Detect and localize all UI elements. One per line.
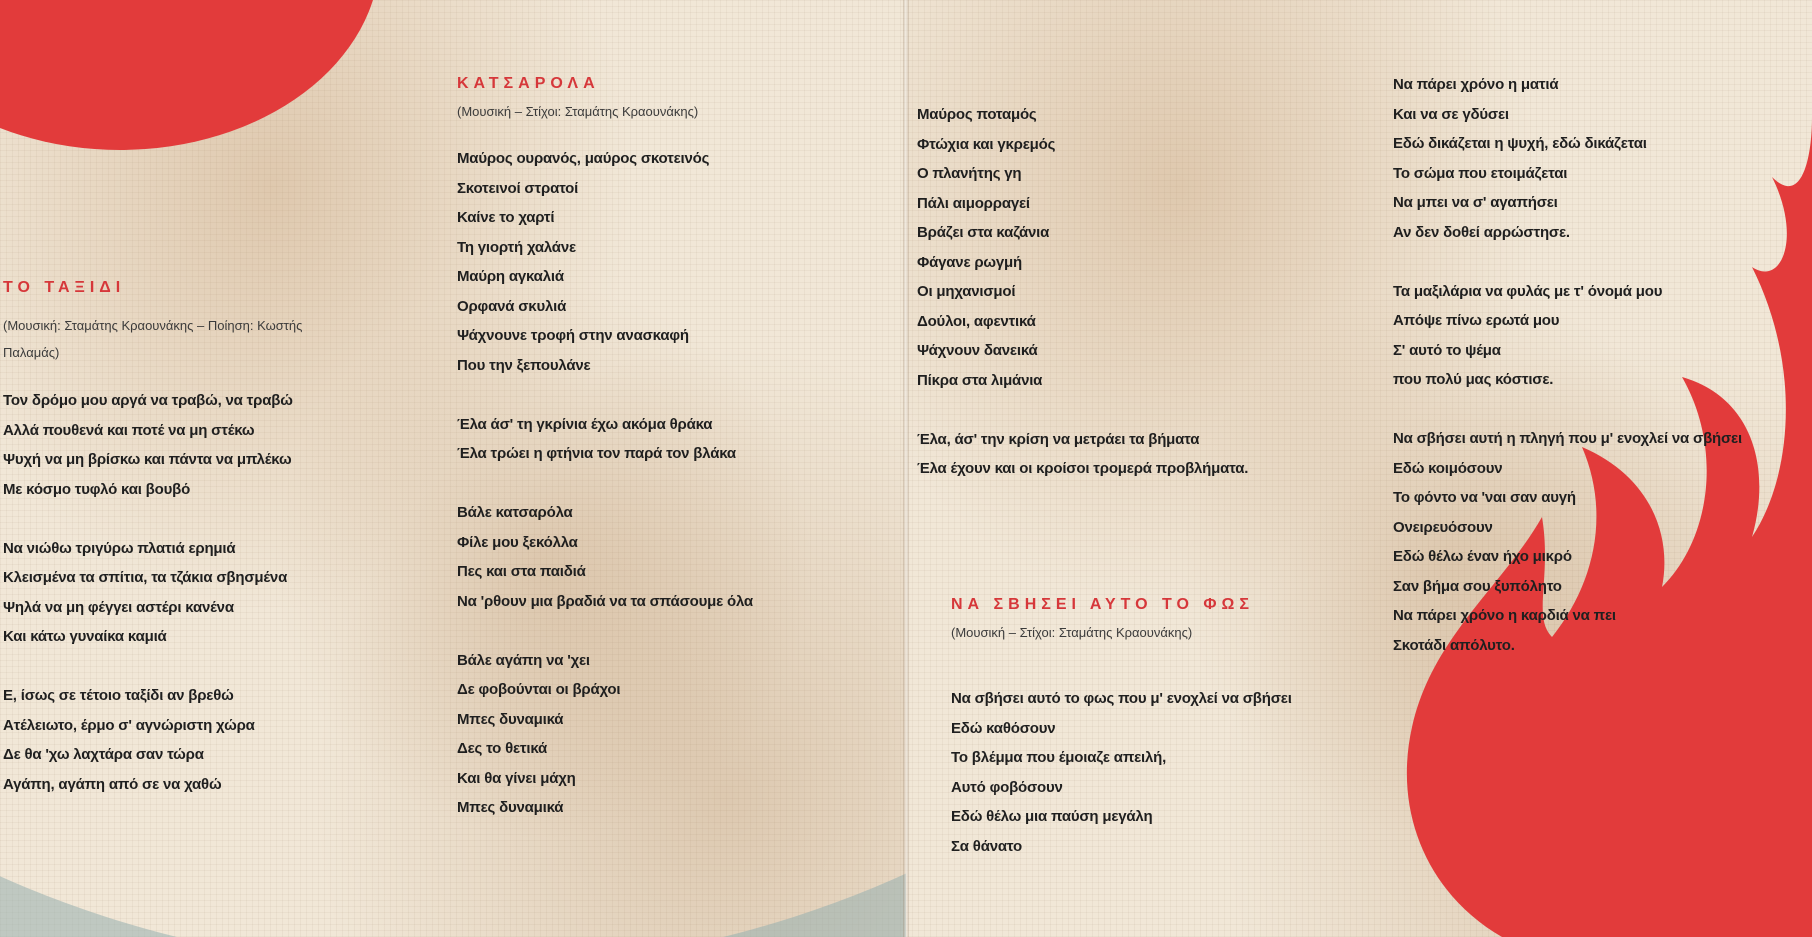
lyric-line: Να πάρει χρόνο η καρδιά να πει — [1393, 607, 1616, 624]
lyric-line: Έλα τρώει η φτήνια τον παρά τον βλάκα — [457, 445, 736, 462]
song-credits: (Μουσική – Στίχοι: Σταμάτης Κραουνάκης) — [951, 625, 1193, 640]
lyric-line: Φίλε μου ξεκόλλα — [457, 533, 578, 551]
lyric-line: Βράζει στα καζάνια — [917, 224, 1050, 241]
lyric-line: Δε θα 'χω λαχτάρα σαν τώρα — [3, 746, 204, 763]
lyric-line: Μαύρος ποταμός — [917, 106, 1037, 123]
right-page — [906, 0, 1812, 937]
lyric-line: Να σβήσει αυτό το φως που μ' ενοχλεί να σβήσει — [951, 690, 1292, 707]
lyric-line: Σα θάνατο — [951, 837, 1022, 855]
lyric-line: Σκοτεινοί στρατοί — [457, 179, 579, 197]
lyric-line: Ψάχνουνε τροφή στην ανασκαφή — [457, 327, 689, 344]
lyric-line: Μπες δυναμικά — [457, 710, 564, 728]
lyric-line: Σ' αυτό το ψέμα — [1393, 341, 1501, 359]
stanza — [1393, 70, 1803, 247]
stanza — [951, 684, 1351, 861]
lyric-line: Βάλε αγάπη να 'χει — [457, 651, 590, 669]
lyric-line: Σκοτάδι απόλυτο. — [1393, 636, 1515, 654]
lyric-line: Με κόσμο τυφλό και βουβό — [3, 480, 191, 498]
lyric-line: Ονειρευόσουν — [1393, 518, 1493, 536]
song-title: ΤΟ ΤΑΞΙΔΙ — [3, 279, 126, 296]
lyric-line: Ε, ίσως σε τέτοιο ταξίδι αν βρεθώ — [3, 687, 234, 704]
credits-line: (Μουσική: Σταμάτης Κραουνάκης – Ποίηση: Κωστής — [3, 318, 303, 333]
song-na-svisei — [951, 591, 1351, 646]
lyric-line: Και θα γίνει μάχη — [457, 769, 576, 787]
lyric-line: Αν δεν δοθεί αρρώστησε. — [1393, 223, 1570, 241]
stanza — [3, 534, 413, 652]
stanza — [917, 100, 1337, 395]
lyric-line: Τον δρόμο μου αργά να τραβώ, να τραβώ — [3, 392, 293, 409]
lyric-line: Οι μηχανισμοί — [917, 283, 1016, 300]
lyric-line: Να μπει να σ' αγαπήσει — [1393, 194, 1558, 211]
lyric-line: Το φόντο να 'ναι σαν αυγή — [1393, 489, 1576, 506]
lyric-line: Καίνε το χαρτί — [457, 209, 555, 226]
lyric-line: Απόψε πίνω ερωτά μου — [1393, 312, 1560, 329]
stanza — [3, 681, 413, 799]
lyric-line: Εδώ θέλω μια παύση μεγάλη — [951, 808, 1153, 825]
lyric-line: Πάλι αιμορραγεί — [917, 194, 1030, 212]
lyric-line: Έλα έχουν και οι κροίσοι τρομερά προβλήματα. — [917, 460, 1249, 477]
lyric-line: Δε φοβούνται οι βράχοι — [457, 681, 621, 698]
lyric-line: Τη γιορτή χαλάνε — [457, 238, 576, 256]
song-na-svisei-lyrics — [951, 684, 1351, 861]
song-na-svisei-continued — [1393, 70, 1803, 660]
lyric-line: Εδώ θέλω έναν ήχο μικρό — [1393, 548, 1572, 565]
lyric-line: που πολύ μας κόστισε. — [1393, 371, 1554, 388]
lyric-line: Έλα άσ' τη γκρίνια έχω ακόμα θράκα — [457, 415, 713, 433]
stanza — [1393, 277, 1803, 395]
song-katsarola — [457, 70, 897, 823]
stanza — [457, 498, 897, 616]
stanza — [1393, 424, 1803, 660]
lyrics — [3, 386, 413, 799]
lyric-line: Να νιώθω τριγύρω πλατιά ερημιά — [3, 539, 236, 557]
lyric-line: Ψυχή να μη βρίσκω και πάντα να μπλέκω — [3, 451, 292, 468]
lyric-line: Το βλέμμα που έμοιαζε απειλή, — [951, 749, 1167, 766]
lyric-line: Δούλοι, αφεντικά — [917, 312, 1036, 330]
lyric-line: Ο πλανήτης γη — [917, 165, 1022, 182]
credits-line: Παλαμάς) — [3, 345, 60, 360]
song-taxidi — [3, 274, 413, 799]
lyric-line: Αυτό φοβόσουν — [951, 778, 1063, 796]
lyric-line: Φτώχια και γκρεμός — [917, 135, 1056, 153]
song-title: ΝΑ ΣΒΗΣΕΙ ΑΥΤΟ ΤΟ ΦΩΣ — [951, 596, 1254, 613]
lyric-line: Και κάτω γυναίκα καμιά — [3, 628, 167, 645]
lyric-line: Σαν βήμα σου ξυπόλητο — [1393, 577, 1562, 595]
lyric-line: Ψηλά να μη φέγγει αστέρι κανένα — [3, 598, 234, 616]
lyric-line: Δες το θετικά — [457, 740, 548, 757]
lyric-line: Και να σε γδύσει — [1393, 105, 1509, 123]
stanza — [457, 144, 897, 380]
lyric-line: Εδώ κοιμόσουν — [1393, 459, 1503, 477]
lyric-line: Που την ξεπουλάνε — [457, 356, 591, 374]
lyric-line: Να σβήσει αυτή η πληγή που μ' ενοχλεί να σβήσει — [1393, 430, 1742, 447]
song-katsarola-continued — [917, 100, 1337, 484]
song-title: ΚΑΤΣΑΡΟΛΑ — [457, 75, 600, 92]
lyric-line: Αγάπη, αγάπη από σε να χαθώ — [3, 775, 222, 793]
lyric-line: Μαύρη αγκαλιά — [457, 268, 564, 285]
lyric-line: Πίκρα στα λιμάνια — [917, 371, 1043, 389]
lyric-line: Μαύρος ουρανός, μαύρος σκοτεινός — [457, 150, 710, 167]
lyric-line: Ορφανά σκυλιά — [457, 297, 567, 315]
lyric-line: Αλλά πουθενά και ποτέ να μη στέκω — [3, 421, 255, 439]
lyric-line: Πες και στα παιδιά — [457, 563, 586, 580]
lyric-line: Εδώ δικάζεται η ψυχή, εδώ δικάζεται — [1393, 135, 1647, 152]
stanza — [3, 386, 413, 504]
stanza — [457, 410, 897, 469]
lyric-line: Μπες δυναμικά — [457, 799, 564, 816]
stanza — [457, 646, 897, 823]
lyric-line: Να πάρει χρόνο η ματιά — [1393, 76, 1559, 93]
lyric-line: Ψάχνουν δανεικά — [917, 342, 1038, 359]
lyric-line: Κλεισμένα τα σπίτια, τα τζάκια σβησμένα — [3, 569, 288, 586]
lyric-line: Να 'ρθουν μια βραδιά να τα σπάσουμε όλα — [457, 592, 753, 610]
lyrics — [457, 144, 897, 823]
song-credits: (Μουσική – Στίχοι: Σταμάτης Κραουνάκης) — [457, 104, 699, 119]
lyric-line: Έλα, άσ' την κρίση να μετράει τα βήματα — [917, 430, 1200, 448]
booklet-spine — [903, 0, 909, 937]
lyric-line: Ατέλειωτο, έρμο σ' αγνώριστη χώρα — [3, 716, 255, 734]
lyric-line: Τα μαξιλάρια να φυλάς με τ' όνομά μου — [1393, 282, 1663, 300]
stanza — [917, 425, 1337, 484]
lyric-line: Το σώμα που ετοιμάζεται — [1393, 164, 1568, 182]
song-credits — [3, 312, 413, 366]
lyric-line: Βάλε κατσαρόλα — [457, 504, 573, 521]
lyric-line: Φάγανε ρωγμή — [917, 253, 1022, 271]
lyric-line: Εδώ καθόσουν — [951, 719, 1056, 737]
